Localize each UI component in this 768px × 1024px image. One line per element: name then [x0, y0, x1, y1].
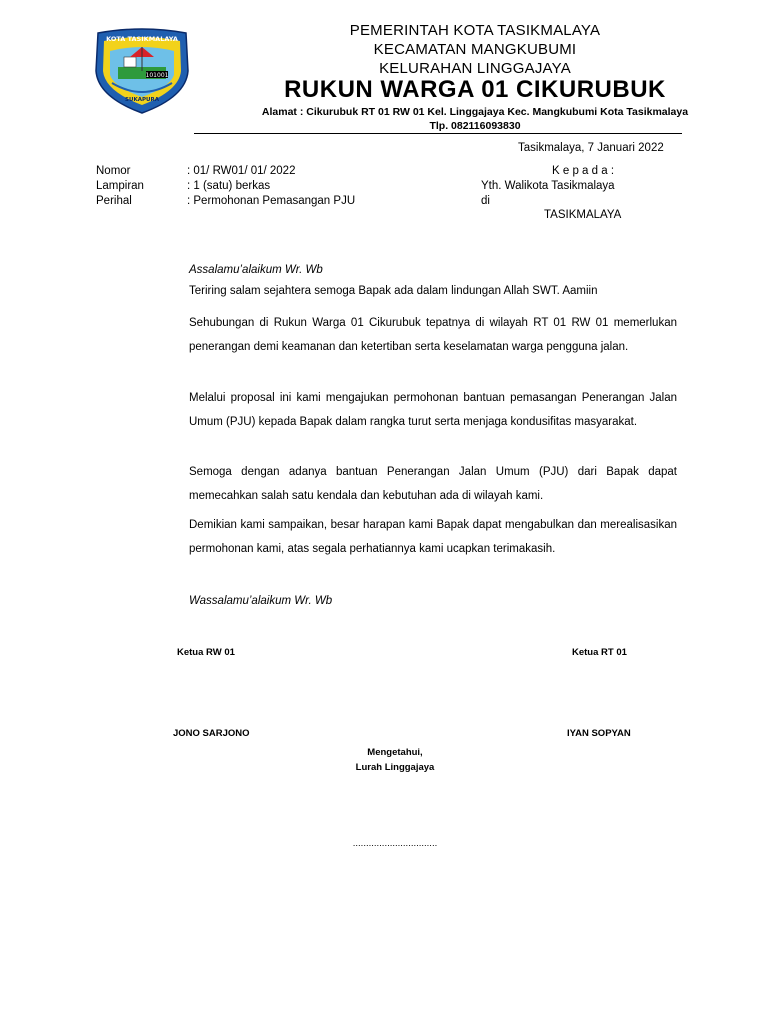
header-village: KELURAHAN LINGGAJAYA — [379, 60, 571, 77]
header-district: KECAMATAN MANGKUBUMI — [373, 41, 577, 58]
paragraph-3: Melalui proposal ini kami mengajukan permohonan bantuan pemasangan Penerangan Jalan Umum (PJU) kepada Bapak dalam rangka turut serta menjaga kondusifitas masyarakat. — [189, 392, 677, 428]
recipient-line1: Yth. Walikota Tasikmalaya — [481, 180, 615, 192]
recipient-line3: TASIKMALAYA — [544, 209, 622, 221]
nomor-label: Nomor — [96, 165, 131, 177]
header-address: Alamat : Cikurubuk RT 01 RW 01 Kel. Linggajaya Kec. Mangkubumi Kota Tasikmalaya — [261, 106, 689, 118]
perihal-label: Perihal — [96, 195, 132, 207]
logo-numbers: 101001 — [145, 72, 169, 79]
lurah-title: Lurah Linggajaya — [355, 762, 435, 773]
signature-left-title: Ketua RW 01 — [177, 647, 235, 658]
closing: Wassalamu’alaikum Wr. Wb — [189, 595, 333, 607]
nomor-value: : 01/ RW01/ 01/ 2022 — [187, 165, 296, 177]
header-divider — [194, 133, 682, 134]
logo-text-top: KOTA TASIKMALAYA — [106, 35, 178, 43]
recipient-line2: di — [481, 195, 490, 207]
city-emblem-logo — [90, 27, 194, 115]
lurah-signature-line: ................................ — [352, 838, 438, 849]
signature-left-name: JONO SARJONO — [173, 728, 250, 739]
perihal-value: : Permohonan Pemasangan PJU — [187, 195, 356, 207]
signature-right-title: Ketua RT 01 — [572, 647, 627, 658]
paragraph-2: Sehubungan di Rukun Warga 01 Cikurubuk tepatnya di wilayah RT 01 RW 01 memerlukan penerangan demi keamanan dan ketertiban serta keselamatan warga pengguna jalan. — [189, 317, 677, 353]
header-title: RUKUN WARGA 01 CIKURUBUK — [284, 76, 666, 103]
lampiran-value: : 1 (satu) berkas — [187, 180, 271, 192]
mengetahui-label: Mengetahui, — [367, 747, 423, 758]
paragraph-1: Teriring salam sejahtera semoga Bapak ada dalam lindungan Allah SWT. Aamiin — [189, 285, 598, 297]
letter-date: Tasikmalaya, 7 Januari 2022 — [518, 142, 664, 154]
header-government: PEMERINTAH KOTA TASIKMALAYA — [349, 22, 601, 39]
recipient-kepada: K e p a d a : — [552, 165, 615, 177]
logo-text-bottom: SUKAPURA — [125, 97, 159, 103]
paragraph-5: Demikian kami sampaikan, besar harapan kami Bapak dapat mengabulkan dan merealisasikan permohonan kami, atas segala perhatiannya kami ucapkan terimakasih. — [189, 519, 677, 555]
lampiran-label: Lampiran — [96, 180, 144, 192]
paragraph-4: Semoga dengan adanya bantuan Penerangan Jalan Umum (PJU) dari Bapak dapat memecahkan salah satu kendala dan kebutuhan ada di wilayah kami. — [189, 466, 677, 502]
signature-right-name: IYAN SOPYAN — [567, 728, 631, 739]
greeting: Assalamu’alaikum Wr. Wb — [189, 264, 323, 276]
header-phone: Tlp. 082116093830 — [429, 120, 521, 132]
